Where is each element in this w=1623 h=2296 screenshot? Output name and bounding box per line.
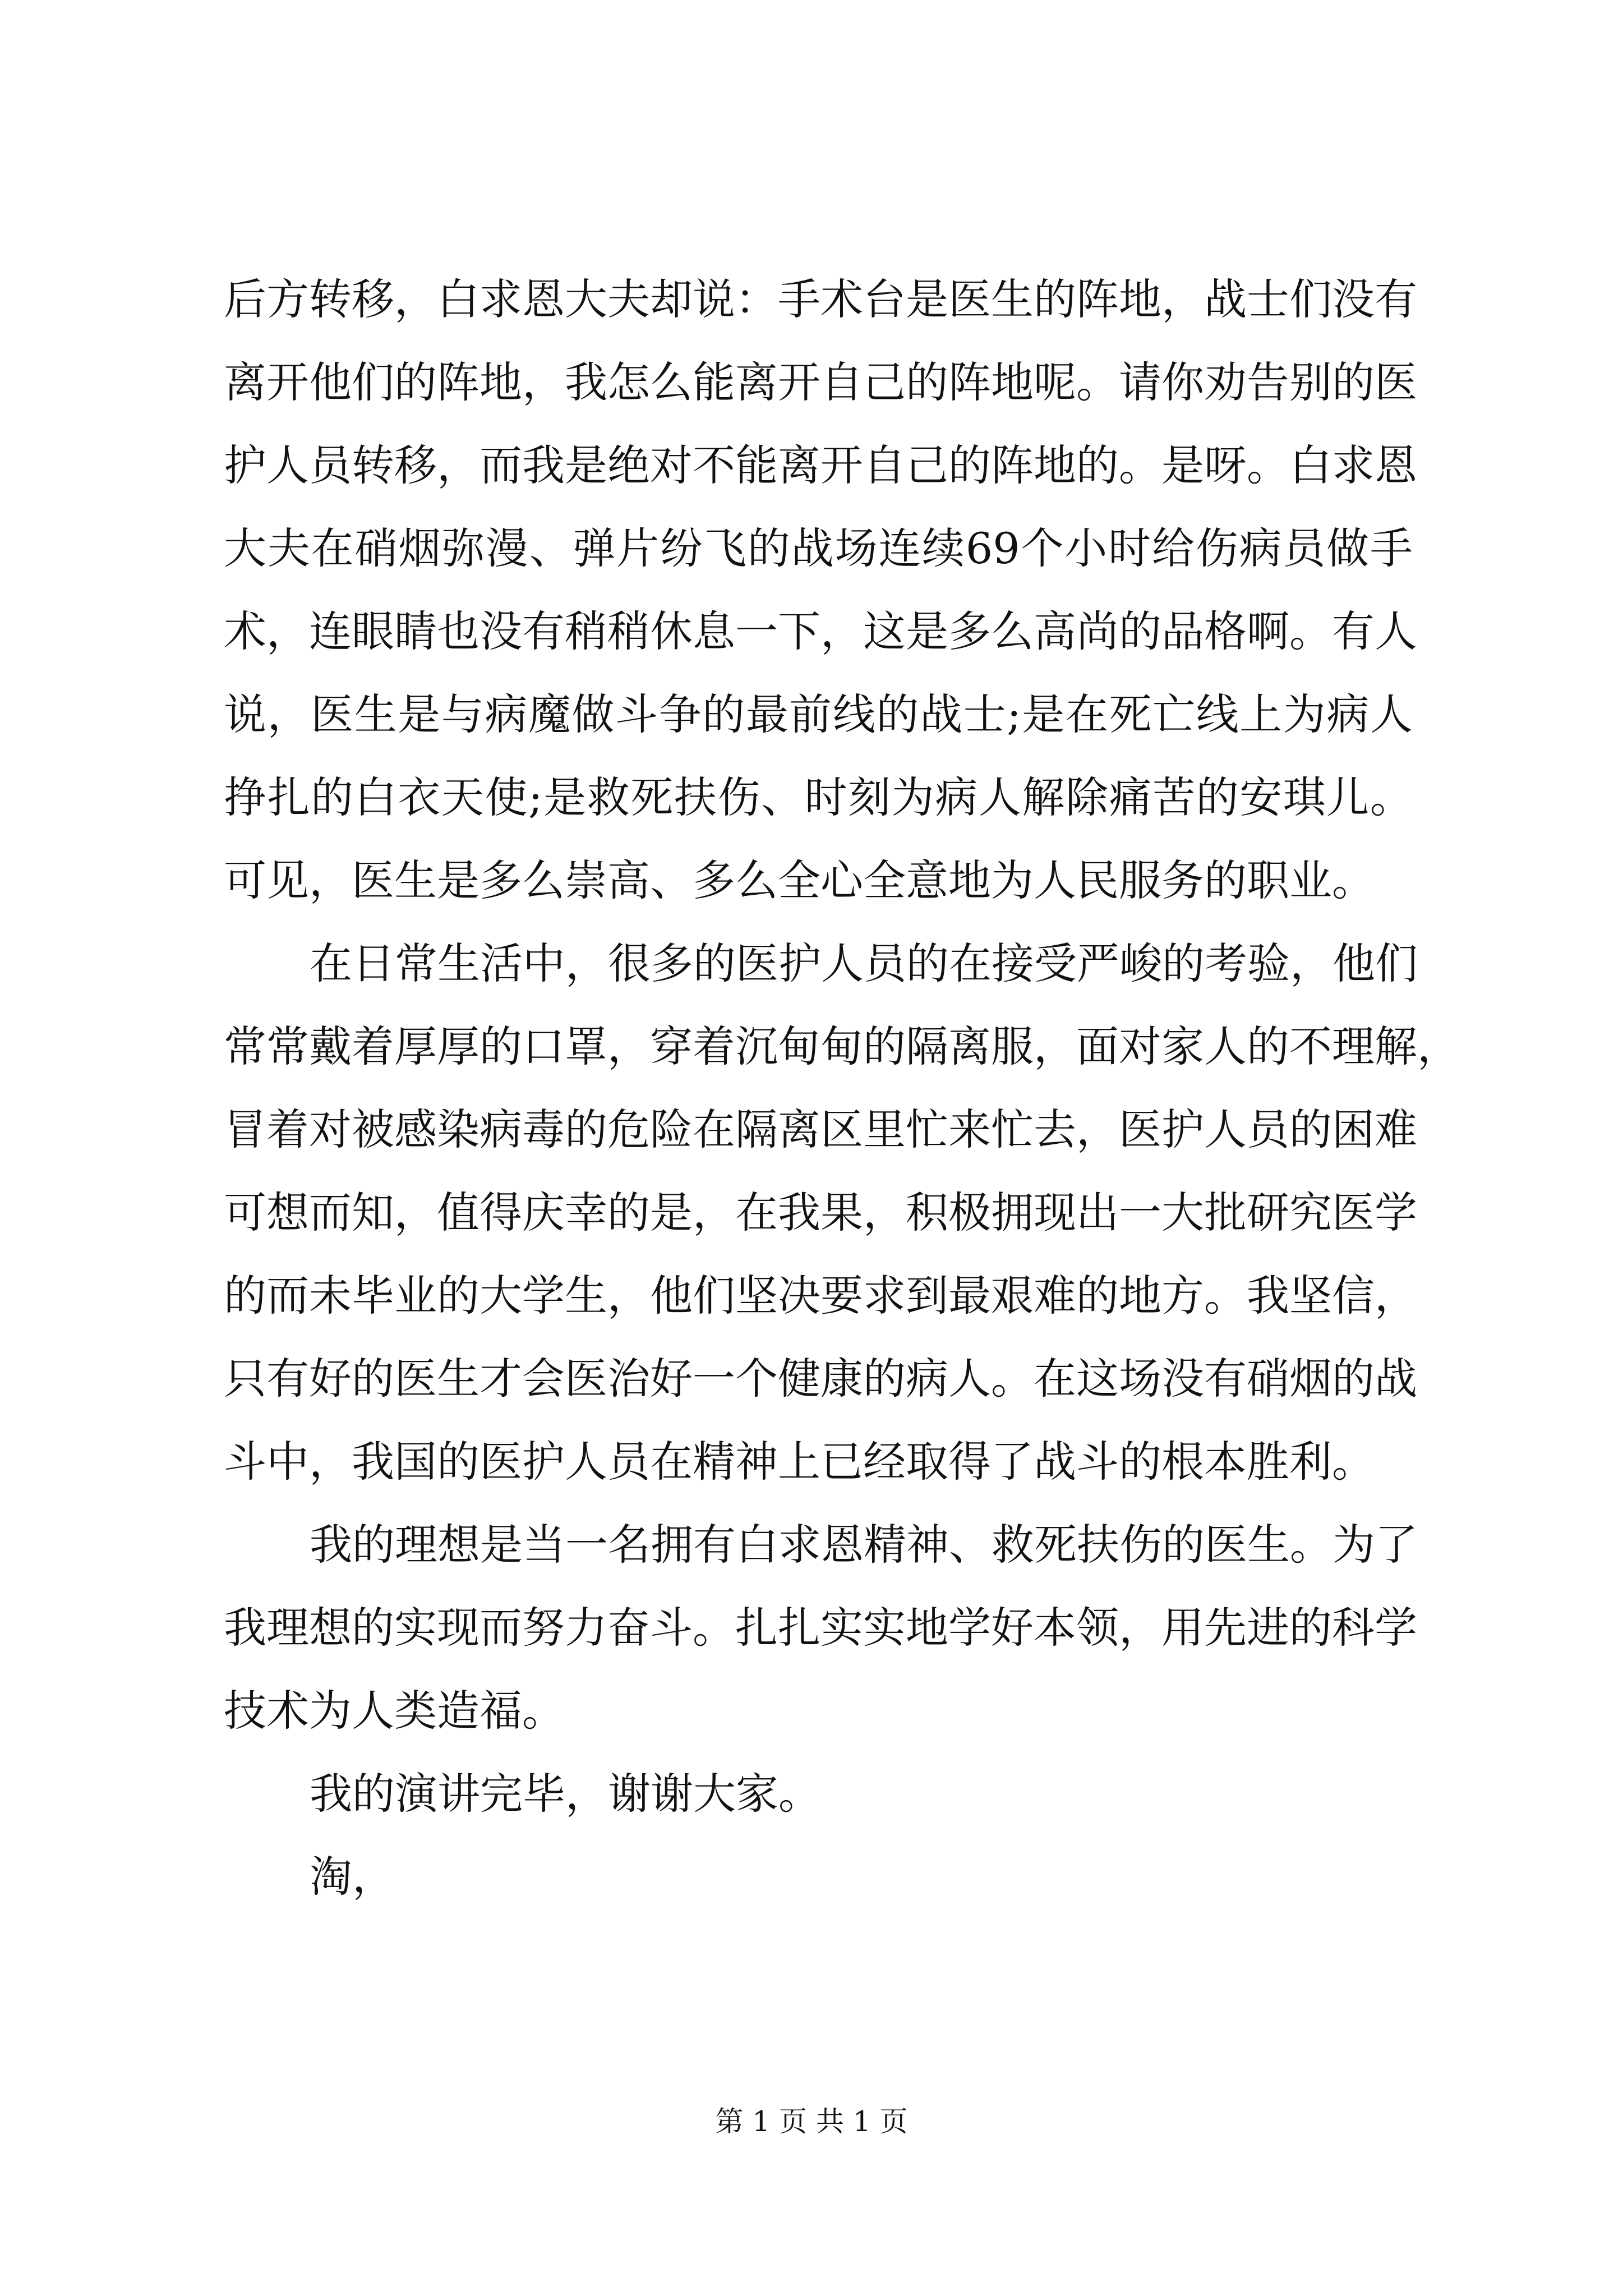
text-line: 只有好的医生才会医治好一个健康的病人。在这场没有硝烟的战: [224, 1354, 1417, 1404]
text-line: 离开他们的阵地，我怎么能离开自己的阵地呢。请你劝告别的医: [224, 357, 1417, 407]
text-line: 淘，: [310, 1852, 395, 1902]
text-line: 我的演讲完毕，谢谢大家。: [310, 1769, 821, 1819]
text-line: 说，医生是与病魔做斗争的最前线的战士;是在死亡线上为病人: [224, 689, 1413, 739]
text-line: 技术为人类造福。: [224, 1686, 565, 1736]
page-footer: 第 1 页 共 1 页: [715, 2105, 908, 2138]
text-line: 我的理想是当一名拥有白求恩精神、救死扶伤的医生。为了: [310, 1520, 1418, 1570]
text-line: 可见，医生是多么崇高、多么全心全意地为人民服务的职业。: [224, 855, 1375, 905]
document-body: [224, 258, 1460, 1918]
text-line: 在日常生活中，很多的医护人员的在接受严峻的考验，他们: [310, 938, 1418, 988]
text-line: 的而未毕业的大学生，他们坚决要求到最艰难的地方。我坚信，: [224, 1271, 1417, 1320]
text-line: 我理想的实现而努力奋斗。扎扎实实地学好本领，用先进的科学: [224, 1603, 1417, 1653]
text-line: 可想而知，值得庆幸的是，在我果，积极拥现出一大批研究医学: [224, 1188, 1417, 1237]
text-line: 冒着对被感染病毒的危险在隔离区里忙来忙去，医护人员的困难: [224, 1105, 1417, 1154]
text-line: 护人员转移，而我是绝对不能离开自己的阵地的。是呀。白求恩: [224, 440, 1417, 490]
text-line: 大夫在硝烟弥漫、弹片纷飞的战场连续69个小时给伤病员做手: [224, 523, 1413, 573]
text-line: 后方转移，白求恩大夫却说：手术台是医生的阵地，战士们没有: [224, 274, 1417, 324]
text-line: 常常戴着厚厚的口罩，穿着沉甸甸的隔离服，面对家人的不理解，: [224, 1022, 1460, 1071]
text-line: 术，连眼睛也没有稍稍休息一下，这是多么高尚的品格啊。有人: [224, 606, 1417, 656]
text-line: 斗中，我国的医护人员在精神上已经取得了战斗的根本胜利。: [224, 1437, 1375, 1487]
text-line: 挣扎的白衣天使;是救死扶伤、时刻为病人解除痛苦的安琪儿。: [224, 772, 1413, 822]
